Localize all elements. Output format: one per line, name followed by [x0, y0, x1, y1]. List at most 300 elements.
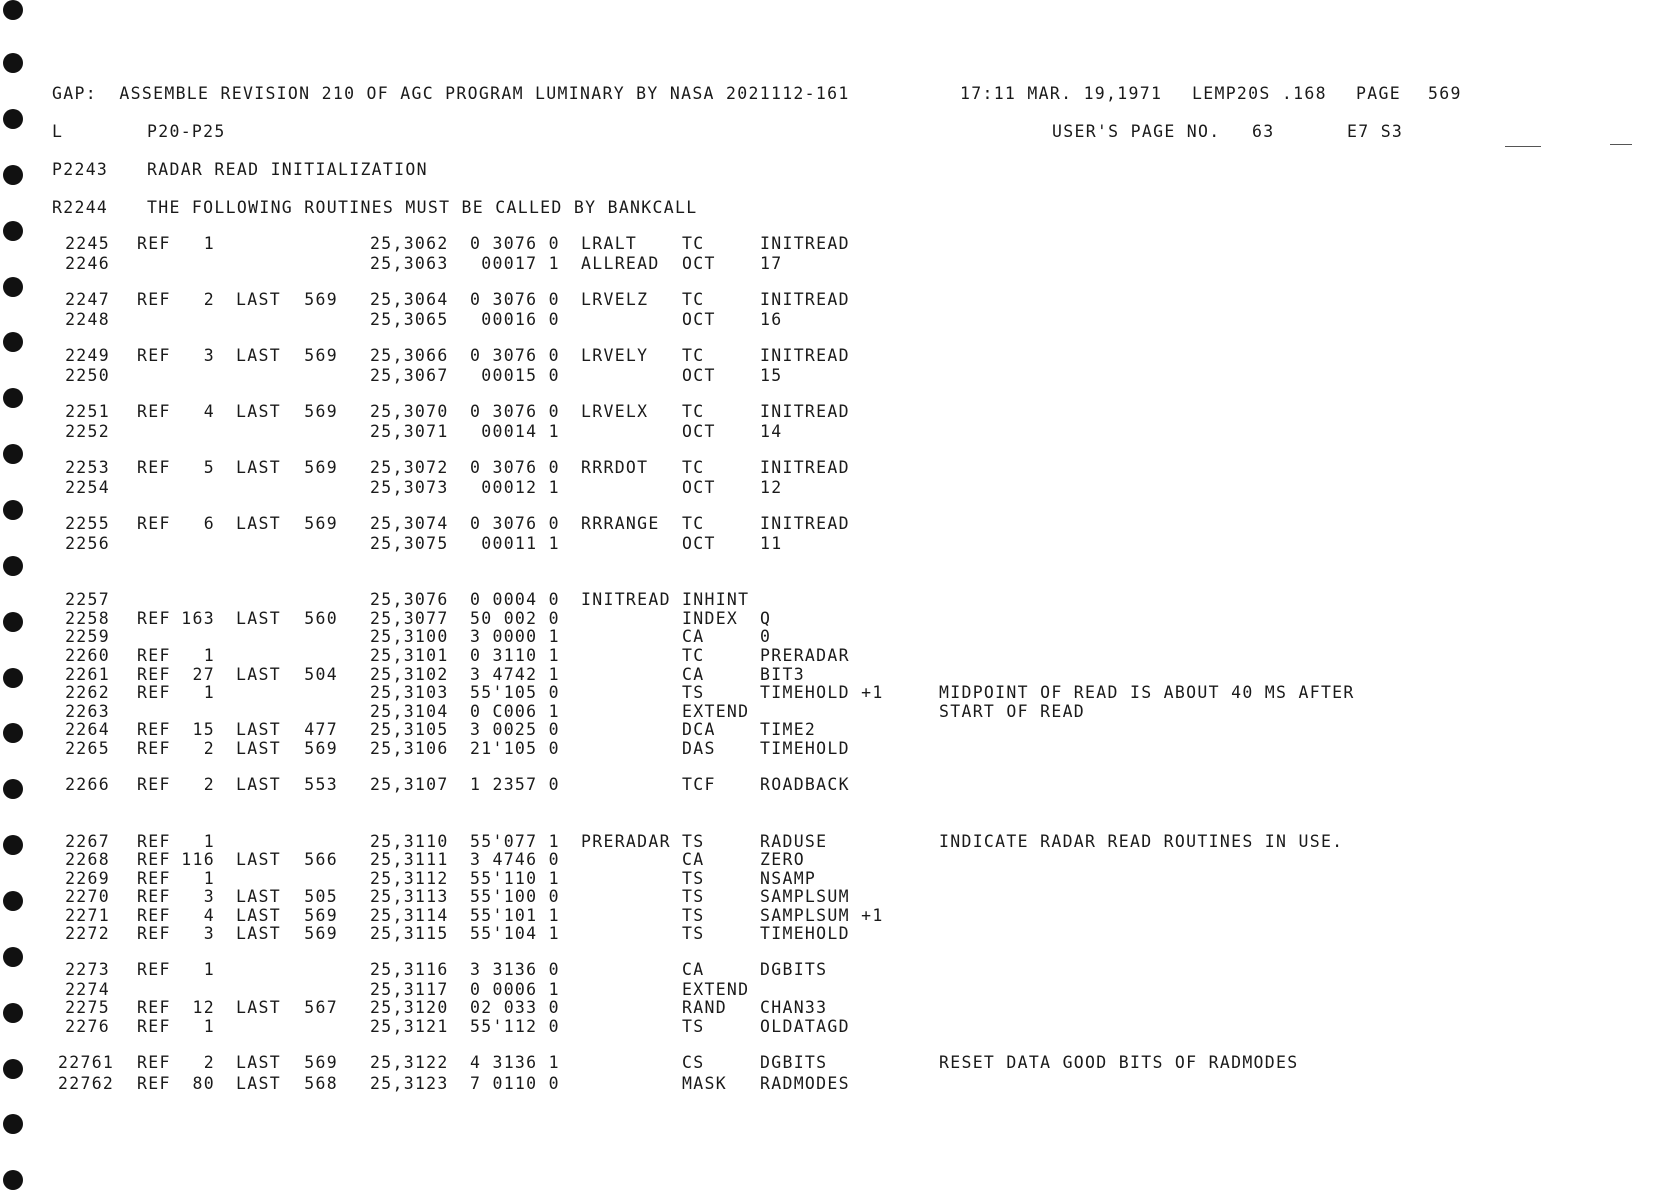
operand: Q: [760, 609, 772, 628]
feed-hole: [3, 1003, 23, 1023]
feed-hole: [3, 53, 23, 73]
ref-count: 80: [192, 1074, 215, 1093]
last-page: 569: [304, 1053, 338, 1072]
octal-code: 0 0006 1: [470, 980, 560, 999]
log-label: L: [52, 122, 64, 141]
line-number: 2272: [65, 924, 110, 943]
operand: DGBITS: [760, 960, 828, 979]
feed-hole: [3, 277, 23, 297]
octal-code: 00015 0: [470, 366, 560, 385]
address: 25,3066: [370, 346, 449, 365]
line-number: 2261: [65, 665, 110, 684]
address: 25,3075: [370, 534, 449, 553]
address: 25,3116: [370, 960, 449, 979]
address: 25,3104: [370, 702, 449, 721]
operand: INITREAD: [760, 346, 850, 365]
ref-count: 3: [203, 924, 215, 943]
ref-tag: REF: [137, 646, 171, 665]
octal-code: 0 3110 1: [470, 646, 560, 665]
opcode: CA: [682, 850, 705, 869]
line-number: 2269: [65, 869, 110, 888]
ref-count: 1: [203, 234, 215, 253]
operand: OLDATAGD: [760, 1017, 850, 1036]
ref-count: 15: [192, 720, 215, 739]
operand: CHAN33: [760, 998, 828, 1017]
address: 25,3062: [370, 234, 449, 253]
last-page: 569: [304, 290, 338, 309]
operand: 17: [760, 254, 783, 273]
last-page: 569: [304, 514, 338, 533]
opcode: INHINT: [682, 590, 750, 609]
ref-tag: REF: [137, 234, 171, 253]
line-number: 2246: [65, 254, 110, 273]
last-page: 569: [304, 906, 338, 925]
address: 25,3072: [370, 458, 449, 477]
feed-hole: [3, 947, 23, 967]
line-number: 2259: [65, 627, 110, 646]
ref-tag: REF: [137, 458, 171, 477]
ref-count: 1: [203, 960, 215, 979]
address: 25,3064: [370, 290, 449, 309]
octal-code: 50 002 0: [470, 609, 560, 628]
feed-hole: [3, 1059, 23, 1079]
feed-hole: [3, 723, 23, 743]
line-number: 2255: [65, 514, 110, 533]
line-number: 22761: [58, 1053, 115, 1072]
line-number: 2250: [65, 366, 110, 385]
address: 25,3111: [370, 850, 449, 869]
last-tag: LAST: [236, 665, 281, 684]
octal-code: 0 3076 0: [470, 514, 560, 533]
opcode: CA: [682, 627, 705, 646]
ref-tag: REF: [137, 887, 171, 906]
last-page: 568: [304, 1074, 338, 1093]
opcode: TC: [682, 346, 705, 365]
octal-code: 3 4746 0: [470, 850, 560, 869]
opcode: EXTEND: [682, 980, 750, 999]
feed-hole: [3, 500, 23, 520]
comment: START OF READ: [939, 702, 1086, 721]
opcode: DCA: [682, 720, 716, 739]
line-number: 2264: [65, 720, 110, 739]
margin-mark: [1610, 144, 1632, 145]
last-page: 567: [304, 998, 338, 1017]
octal-code: 0 3076 0: [470, 346, 560, 365]
feed-hole: [3, 1170, 23, 1190]
octal-code: 0 0004 0: [470, 590, 560, 609]
address: 25,3065: [370, 310, 449, 329]
line-number: 2252: [65, 422, 110, 441]
octal-code: 1 2357 0: [470, 775, 560, 794]
ref-tag: REF: [137, 683, 171, 702]
operand: RADUSE: [760, 832, 828, 851]
address: 25,3114: [370, 906, 449, 925]
octal-code: 00012 1: [470, 478, 560, 497]
opcode: TCF: [682, 775, 716, 794]
line-number: 2270: [65, 887, 110, 906]
last-tag: LAST: [236, 775, 281, 794]
symbol-label: LRVELZ: [581, 290, 649, 309]
last-tag: LAST: [236, 887, 281, 906]
address: 25,3120: [370, 998, 449, 1017]
operand: INITREAD: [760, 402, 850, 421]
address: 25,3113: [370, 887, 449, 906]
ref-tag: REF: [137, 998, 171, 1017]
ref-count: 3: [203, 887, 215, 906]
line-number: 2248: [65, 310, 110, 329]
users-page-number: 63: [1252, 122, 1275, 141]
ref-tag: REF: [137, 960, 171, 979]
line-number: 2251: [65, 402, 110, 421]
last-tag: LAST: [236, 850, 281, 869]
log-section: P20-P25: [147, 122, 226, 141]
address: 25,3115: [370, 924, 449, 943]
ref-tag: REF: [137, 1017, 171, 1036]
opcode: TC: [682, 458, 705, 477]
ref-tag: REF: [137, 1053, 171, 1072]
octal-code: 3 3136 0: [470, 960, 560, 979]
opcode: OCT: [682, 310, 716, 329]
last-page: 505: [304, 887, 338, 906]
last-tag: LAST: [236, 1074, 281, 1093]
comment: RESET DATA GOOD BITS OF RADMODES: [939, 1053, 1299, 1072]
print-timestamp: 17:11 MAR. 19,1971: [960, 84, 1163, 103]
address: 25,3074: [370, 514, 449, 533]
symbol-label: LRALT: [581, 234, 638, 253]
address: 25,3102: [370, 665, 449, 684]
feed-hole: [3, 0, 23, 20]
line-number: 2267: [65, 832, 110, 851]
address: 25,3077: [370, 609, 449, 628]
octal-code: 0 3076 0: [470, 402, 560, 421]
operand: 11: [760, 534, 783, 553]
operand: TIME2: [760, 720, 817, 739]
operand: INITREAD: [760, 514, 850, 533]
ref-count: 116: [181, 850, 215, 869]
symbol-label: RRRANGE: [581, 514, 660, 533]
feed-hole: [3, 109, 23, 129]
line-number: 2256: [65, 534, 110, 553]
operand: 15: [760, 366, 783, 385]
line-number: 2268: [65, 850, 110, 869]
ref-tag: REF: [137, 775, 171, 794]
last-tag: LAST: [236, 906, 281, 925]
line-number: 2262: [65, 683, 110, 702]
ref-tag: REF: [137, 869, 171, 888]
address: 25,3101: [370, 646, 449, 665]
remark-text: THE FOLLOWING ROUTINES MUST BE CALLED BY BANKCALL: [147, 198, 698, 217]
ref-tag: REF: [137, 739, 171, 758]
line-number: 2253: [65, 458, 110, 477]
operand: SAMPLSUM: [760, 887, 850, 906]
octal-code: 7 0110 0: [470, 1074, 560, 1093]
address: 25,3103: [370, 683, 449, 702]
opcode: DAS: [682, 739, 716, 758]
page-label: PAGE: [1356, 84, 1401, 103]
octal-code: 0 3076 0: [470, 290, 560, 309]
opcode: TS: [682, 832, 705, 851]
opcode: OCT: [682, 366, 716, 385]
symbol-label: RRRDOT: [581, 458, 649, 477]
users-page-label: USER'S PAGE NO.: [1052, 122, 1221, 141]
address: 25,3073: [370, 478, 449, 497]
line-number: 2273: [65, 960, 110, 979]
operand: SAMPLSUM +1: [760, 906, 884, 925]
opcode: TC: [682, 646, 705, 665]
opcode: TC: [682, 514, 705, 533]
address: 25,3105: [370, 720, 449, 739]
line-number: 22762: [58, 1074, 115, 1093]
last-page: 504: [304, 665, 338, 684]
address: 25,3110: [370, 832, 449, 851]
operand: ZERO: [760, 850, 805, 869]
last-tag: LAST: [236, 514, 281, 533]
address: 25,3123: [370, 1074, 449, 1093]
line-number: 2271: [65, 906, 110, 925]
feed-hole: [3, 388, 23, 408]
octal-code: 00014 1: [470, 422, 560, 441]
ref-tag: REF: [137, 850, 171, 869]
address: 25,3107: [370, 775, 449, 794]
octal-code: 55'077 1: [470, 832, 560, 851]
ref-count: 12: [192, 998, 215, 1017]
feed-hole: [3, 444, 23, 464]
ref-tag: REF: [137, 346, 171, 365]
octal-code: 00016 0: [470, 310, 560, 329]
operand: DGBITS: [760, 1053, 828, 1072]
line-number: 2249: [65, 346, 110, 365]
feed-hole: [3, 668, 23, 688]
last-page: 566: [304, 850, 338, 869]
octal-code: 02 033 0: [470, 998, 560, 1017]
operand: 16: [760, 310, 783, 329]
octal-code: 3 0000 1: [470, 627, 560, 646]
line-number: 2245: [65, 234, 110, 253]
ref-count: 2: [203, 290, 215, 309]
opcode: CA: [682, 960, 705, 979]
address: 25,3067: [370, 366, 449, 385]
feed-hole: [3, 221, 23, 241]
line-number: 2274: [65, 980, 110, 999]
octal-code: 55'101 1: [470, 906, 560, 925]
octal-code: 0 3076 0: [470, 458, 560, 477]
operand: 0: [760, 627, 772, 646]
last-tag: LAST: [236, 458, 281, 477]
ref-count: 2: [203, 775, 215, 794]
operand: 14: [760, 422, 783, 441]
opcode: TS: [682, 906, 705, 925]
address: 25,3112: [370, 869, 449, 888]
opcode: TC: [682, 290, 705, 309]
octal-code: 55'110 1: [470, 869, 560, 888]
last-tag: LAST: [236, 346, 281, 365]
feed-hole: [3, 556, 23, 576]
operand: INITREAD: [760, 234, 850, 253]
comment: MIDPOINT OF READ IS ABOUT 40 MS AFTER: [939, 683, 1355, 702]
last-tag: LAST: [236, 998, 281, 1017]
ref-count: 1: [203, 869, 215, 888]
ref-count: 163: [181, 609, 215, 628]
opcode: TS: [682, 683, 705, 702]
ref-count: 1: [203, 683, 215, 702]
last-tag: LAST: [236, 402, 281, 421]
ref-tag: REF: [137, 924, 171, 943]
operand: ROADBACK: [760, 775, 850, 794]
feed-hole: [3, 891, 23, 911]
opcode: OCT: [682, 254, 716, 273]
opcode: EXTEND: [682, 702, 750, 721]
last-tag: LAST: [236, 609, 281, 628]
operand: RADMODES: [760, 1074, 850, 1093]
ref-count: 2: [203, 739, 215, 758]
symbol-label: INITREAD: [581, 590, 671, 609]
opcode: TS: [682, 887, 705, 906]
ref-tag: REF: [137, 290, 171, 309]
line-number: 2254: [65, 478, 110, 497]
symbol-label: LRVELY: [581, 346, 649, 365]
operand: TIMEHOLD: [760, 924, 850, 943]
octal-code: 00011 1: [470, 534, 560, 553]
opcode: CS: [682, 1053, 705, 1072]
opcode: TS: [682, 924, 705, 943]
line-number: 2258: [65, 609, 110, 628]
last-page: 569: [304, 739, 338, 758]
ref-count: 1: [203, 1017, 215, 1036]
feed-hole: [3, 779, 23, 799]
ref-tag: REF: [137, 609, 171, 628]
last-page: 569: [304, 346, 338, 365]
job-name: LEMP20S .168: [1192, 84, 1327, 103]
last-tag: LAST: [236, 290, 281, 309]
ref-count: 3: [203, 346, 215, 365]
ref-tag: REF: [137, 720, 171, 739]
line-number: 2257: [65, 590, 110, 609]
last-page: 569: [304, 924, 338, 943]
ref-count: 1: [203, 646, 215, 665]
last-page: 553: [304, 775, 338, 794]
opcode: TS: [682, 869, 705, 888]
operand: TIMEHOLD: [760, 739, 850, 758]
listing-code: E7 S3: [1347, 122, 1404, 141]
address: 25,3100: [370, 627, 449, 646]
opcode: RAND: [682, 998, 727, 1017]
symbol-label: LRVELX: [581, 402, 649, 421]
ref-tag: REF: [137, 665, 171, 684]
octal-code: 0 3076 0: [470, 234, 560, 253]
address: 25,3122: [370, 1053, 449, 1072]
operand: PRERADAR: [760, 646, 850, 665]
line-number: 2247: [65, 290, 110, 309]
line-number: 2276: [65, 1017, 110, 1036]
last-page: 569: [304, 458, 338, 477]
remark-number: P2243: [52, 160, 109, 179]
octal-code: 55'105 0: [470, 683, 560, 702]
octal-code: 21'105 0: [470, 739, 560, 758]
ref-count: 6: [203, 514, 215, 533]
opcode: INDEX: [682, 609, 739, 628]
address: 25,3076: [370, 590, 449, 609]
octal-code: 3 4742 1: [470, 665, 560, 684]
last-tag: LAST: [236, 924, 281, 943]
ref-count: 27: [192, 665, 215, 684]
address: 25,3071: [370, 422, 449, 441]
ref-count: 4: [203, 402, 215, 421]
operand: NSAMP: [760, 869, 817, 888]
remark-number: R2244: [52, 198, 109, 217]
feed-hole: [3, 612, 23, 632]
operand: INITREAD: [760, 290, 850, 309]
ref-count: 4: [203, 906, 215, 925]
octal-code: 4 3136 1: [470, 1053, 560, 1072]
opcode: CA: [682, 665, 705, 684]
feed-hole: [3, 165, 23, 185]
operand: 12: [760, 478, 783, 497]
remark-text: RADAR READ INITIALIZATION: [147, 160, 428, 179]
feed-hole: [3, 1114, 23, 1134]
assembly-title: GAP: ASSEMBLE REVISION 210 OF AGC PROGRAM LUMINARY BY NASA 2021112-161: [52, 84, 850, 103]
ref-count: 5: [203, 458, 215, 477]
opcode: MASK: [682, 1074, 727, 1093]
ref-tag: REF: [137, 1074, 171, 1093]
operand: BIT3: [760, 665, 805, 684]
opcode: OCT: [682, 422, 716, 441]
last-page: 477: [304, 720, 338, 739]
ref-count: 2: [203, 1053, 215, 1072]
opcode: TC: [682, 402, 705, 421]
line-number: 2266: [65, 775, 110, 794]
address: 25,3106: [370, 739, 449, 758]
ref-tag: REF: [137, 402, 171, 421]
octal-code: 55'104 1: [470, 924, 560, 943]
opcode: TC: [682, 234, 705, 253]
line-number: 2260: [65, 646, 110, 665]
line-number: 2263: [65, 702, 110, 721]
ref-tag: REF: [137, 906, 171, 925]
last-tag: LAST: [236, 720, 281, 739]
opcode: OCT: [682, 534, 716, 553]
last-page: 569: [304, 402, 338, 421]
margin-mark: [1505, 146, 1541, 147]
opcode: OCT: [682, 478, 716, 497]
operand: INITREAD: [760, 458, 850, 477]
address: 25,3121: [370, 1017, 449, 1036]
ref-count: 1: [203, 832, 215, 851]
opcode: TS: [682, 1017, 705, 1036]
feed-hole: [3, 835, 23, 855]
address: 25,3063: [370, 254, 449, 273]
octal-code: 3 0025 0: [470, 720, 560, 739]
feed-hole: [3, 332, 23, 352]
address: 25,3117: [370, 980, 449, 999]
symbol-label: ALLREAD: [581, 254, 660, 273]
symbol-label: PRERADAR: [581, 832, 671, 851]
page-number: 569: [1428, 84, 1462, 103]
octal-code: 0 C006 1: [470, 702, 560, 721]
last-tag: LAST: [236, 739, 281, 758]
octal-code: 55'100 0: [470, 887, 560, 906]
octal-code: 55'112 0: [470, 1017, 560, 1036]
last-tag: LAST: [236, 1053, 281, 1072]
line-number: 2265: [65, 739, 110, 758]
last-page: 560: [304, 609, 338, 628]
address: 25,3070: [370, 402, 449, 421]
ref-tag: REF: [137, 514, 171, 533]
operand: TIMEHOLD +1: [760, 683, 884, 702]
line-number: 2275: [65, 998, 110, 1017]
ref-tag: REF: [137, 832, 171, 851]
comment: INDICATE RADAR READ ROUTINES IN USE.: [939, 832, 1344, 851]
octal-code: 00017 1: [470, 254, 560, 273]
